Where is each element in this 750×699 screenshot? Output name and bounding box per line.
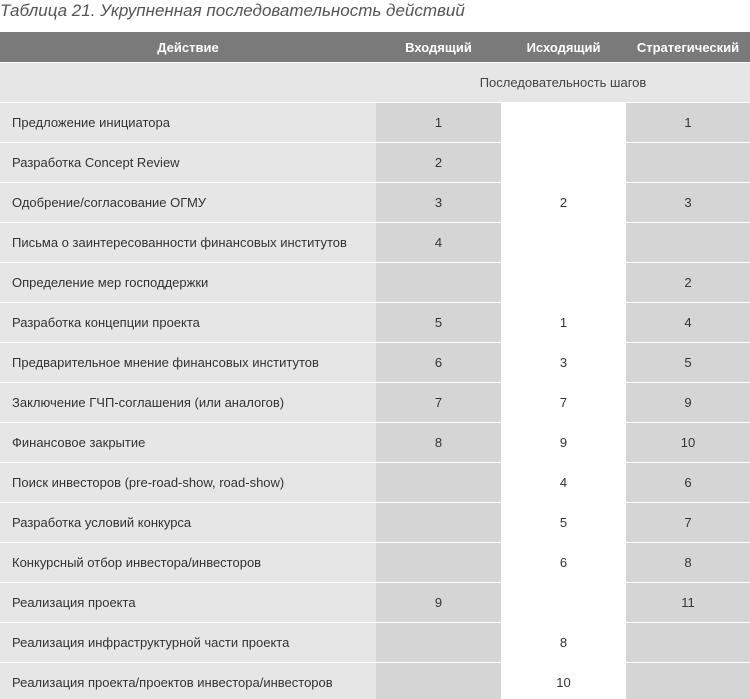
action-name-cell: Конкурсный отбор инвестора/инвесторов <box>0 543 376 583</box>
strategic-cell <box>626 663 750 699</box>
table-row <box>0 543 750 583</box>
incoming-cell: 2 <box>376 143 501 183</box>
incoming-cell: 7 <box>376 383 501 423</box>
strategic-cell <box>626 623 750 663</box>
table-header-row <box>0 32 750 63</box>
incoming-cell: 4 <box>376 223 501 263</box>
table-row <box>0 463 750 503</box>
table-row <box>0 343 750 383</box>
actions-table <box>0 32 750 699</box>
action-name-cell: Разработка условий конкурса <box>0 503 376 543</box>
table-row <box>0 623 750 663</box>
action-name-cell: Поиск инвесторов (pre-road-show, road-show) <box>0 463 376 503</box>
caption-label: Таблица 21. <box>0 1 96 20</box>
action-name-cell: Заключение ГЧП-соглашения (или аналогов) <box>0 383 376 423</box>
action-name-cell: Разработка Concept Review <box>0 143 376 183</box>
table-subheader-row <box>0 63 750 103</box>
action-name-cell: Реализация инфраструктурной части проекта <box>0 623 376 663</box>
strategic-cell: 10 <box>626 423 750 463</box>
outgoing-cell: 6 <box>501 543 626 583</box>
outgoing-cell: 2 <box>501 183 626 223</box>
strategic-cell <box>626 223 750 263</box>
table-row <box>0 663 750 699</box>
table-body <box>0 103 750 699</box>
outgoing-cell <box>501 263 626 303</box>
outgoing-cell <box>501 143 626 183</box>
outgoing-cell: 1 <box>501 303 626 343</box>
table-row <box>0 223 750 263</box>
outgoing-cell: 4 <box>501 463 626 503</box>
incoming-cell: 6 <box>376 343 501 383</box>
caption-title: Укрупненная последовательность действий <box>100 1 465 20</box>
action-name-cell: Реализация проекта <box>0 583 376 623</box>
incoming-cell: 9 <box>376 583 501 623</box>
incoming-cell <box>376 263 501 303</box>
strategic-cell: 4 <box>626 303 750 343</box>
header-incoming: Входящий <box>376 32 501 63</box>
action-name-cell: Предложение инициатора <box>0 103 376 143</box>
outgoing-cell: 9 <box>501 423 626 463</box>
action-name-cell: Финансовое закрытие <box>0 423 376 463</box>
incoming-cell: 3 <box>376 183 501 223</box>
outgoing-cell: 5 <box>501 503 626 543</box>
action-name-cell: Предварительное мнение финансовых институтов <box>0 343 376 383</box>
table-row <box>0 583 750 623</box>
incoming-cell: 8 <box>376 423 501 463</box>
outgoing-cell <box>501 583 626 623</box>
strategic-cell: 9 <box>626 383 750 423</box>
strategic-cell: 8 <box>626 543 750 583</box>
incoming-cell <box>376 463 501 503</box>
outgoing-cell <box>501 103 626 143</box>
strategic-cell <box>626 143 750 183</box>
action-name-cell: Реализация проекта/проектов инвестора/инвесторов <box>0 663 376 699</box>
action-name-cell: Определение мер господдержки <box>0 263 376 303</box>
table-row <box>0 303 750 343</box>
table-row <box>0 423 750 463</box>
strategic-cell: 6 <box>626 463 750 503</box>
action-name-cell: Одобрение/согласование ОГМУ <box>0 183 376 223</box>
outgoing-cell <box>501 223 626 263</box>
outgoing-cell: 3 <box>501 343 626 383</box>
action-name-cell: Письма о заинтересованности финансовых институтов <box>0 223 376 263</box>
strategic-cell: 5 <box>626 343 750 383</box>
table-caption <box>0 0 750 32</box>
table-row <box>0 183 750 223</box>
strategic-cell: 1 <box>626 103 750 143</box>
table-row <box>0 143 750 183</box>
table-row <box>0 103 750 143</box>
incoming-cell <box>376 503 501 543</box>
strategic-cell: 3 <box>626 183 750 223</box>
table-row <box>0 383 750 423</box>
strategic-cell: 2 <box>626 263 750 303</box>
strategic-cell: 7 <box>626 503 750 543</box>
steps-label: Последовательность шагов <box>376 63 750 103</box>
strategic-cell: 11 <box>626 583 750 623</box>
incoming-cell <box>376 663 501 699</box>
subheader-empty <box>0 63 376 103</box>
outgoing-cell: 7 <box>501 383 626 423</box>
table-row <box>0 263 750 303</box>
incoming-cell: 1 <box>376 103 501 143</box>
header-action: Действие <box>0 32 376 63</box>
header-outgoing: Исходящий <box>501 32 626 63</box>
header-strategic: Стратегический <box>626 32 750 63</box>
outgoing-cell: 10 <box>501 663 626 699</box>
incoming-cell <box>376 543 501 583</box>
incoming-cell: 5 <box>376 303 501 343</box>
incoming-cell <box>376 623 501 663</box>
table-row <box>0 503 750 543</box>
action-name-cell: Разработка концепции проекта <box>0 303 376 343</box>
outgoing-cell: 8 <box>501 623 626 663</box>
